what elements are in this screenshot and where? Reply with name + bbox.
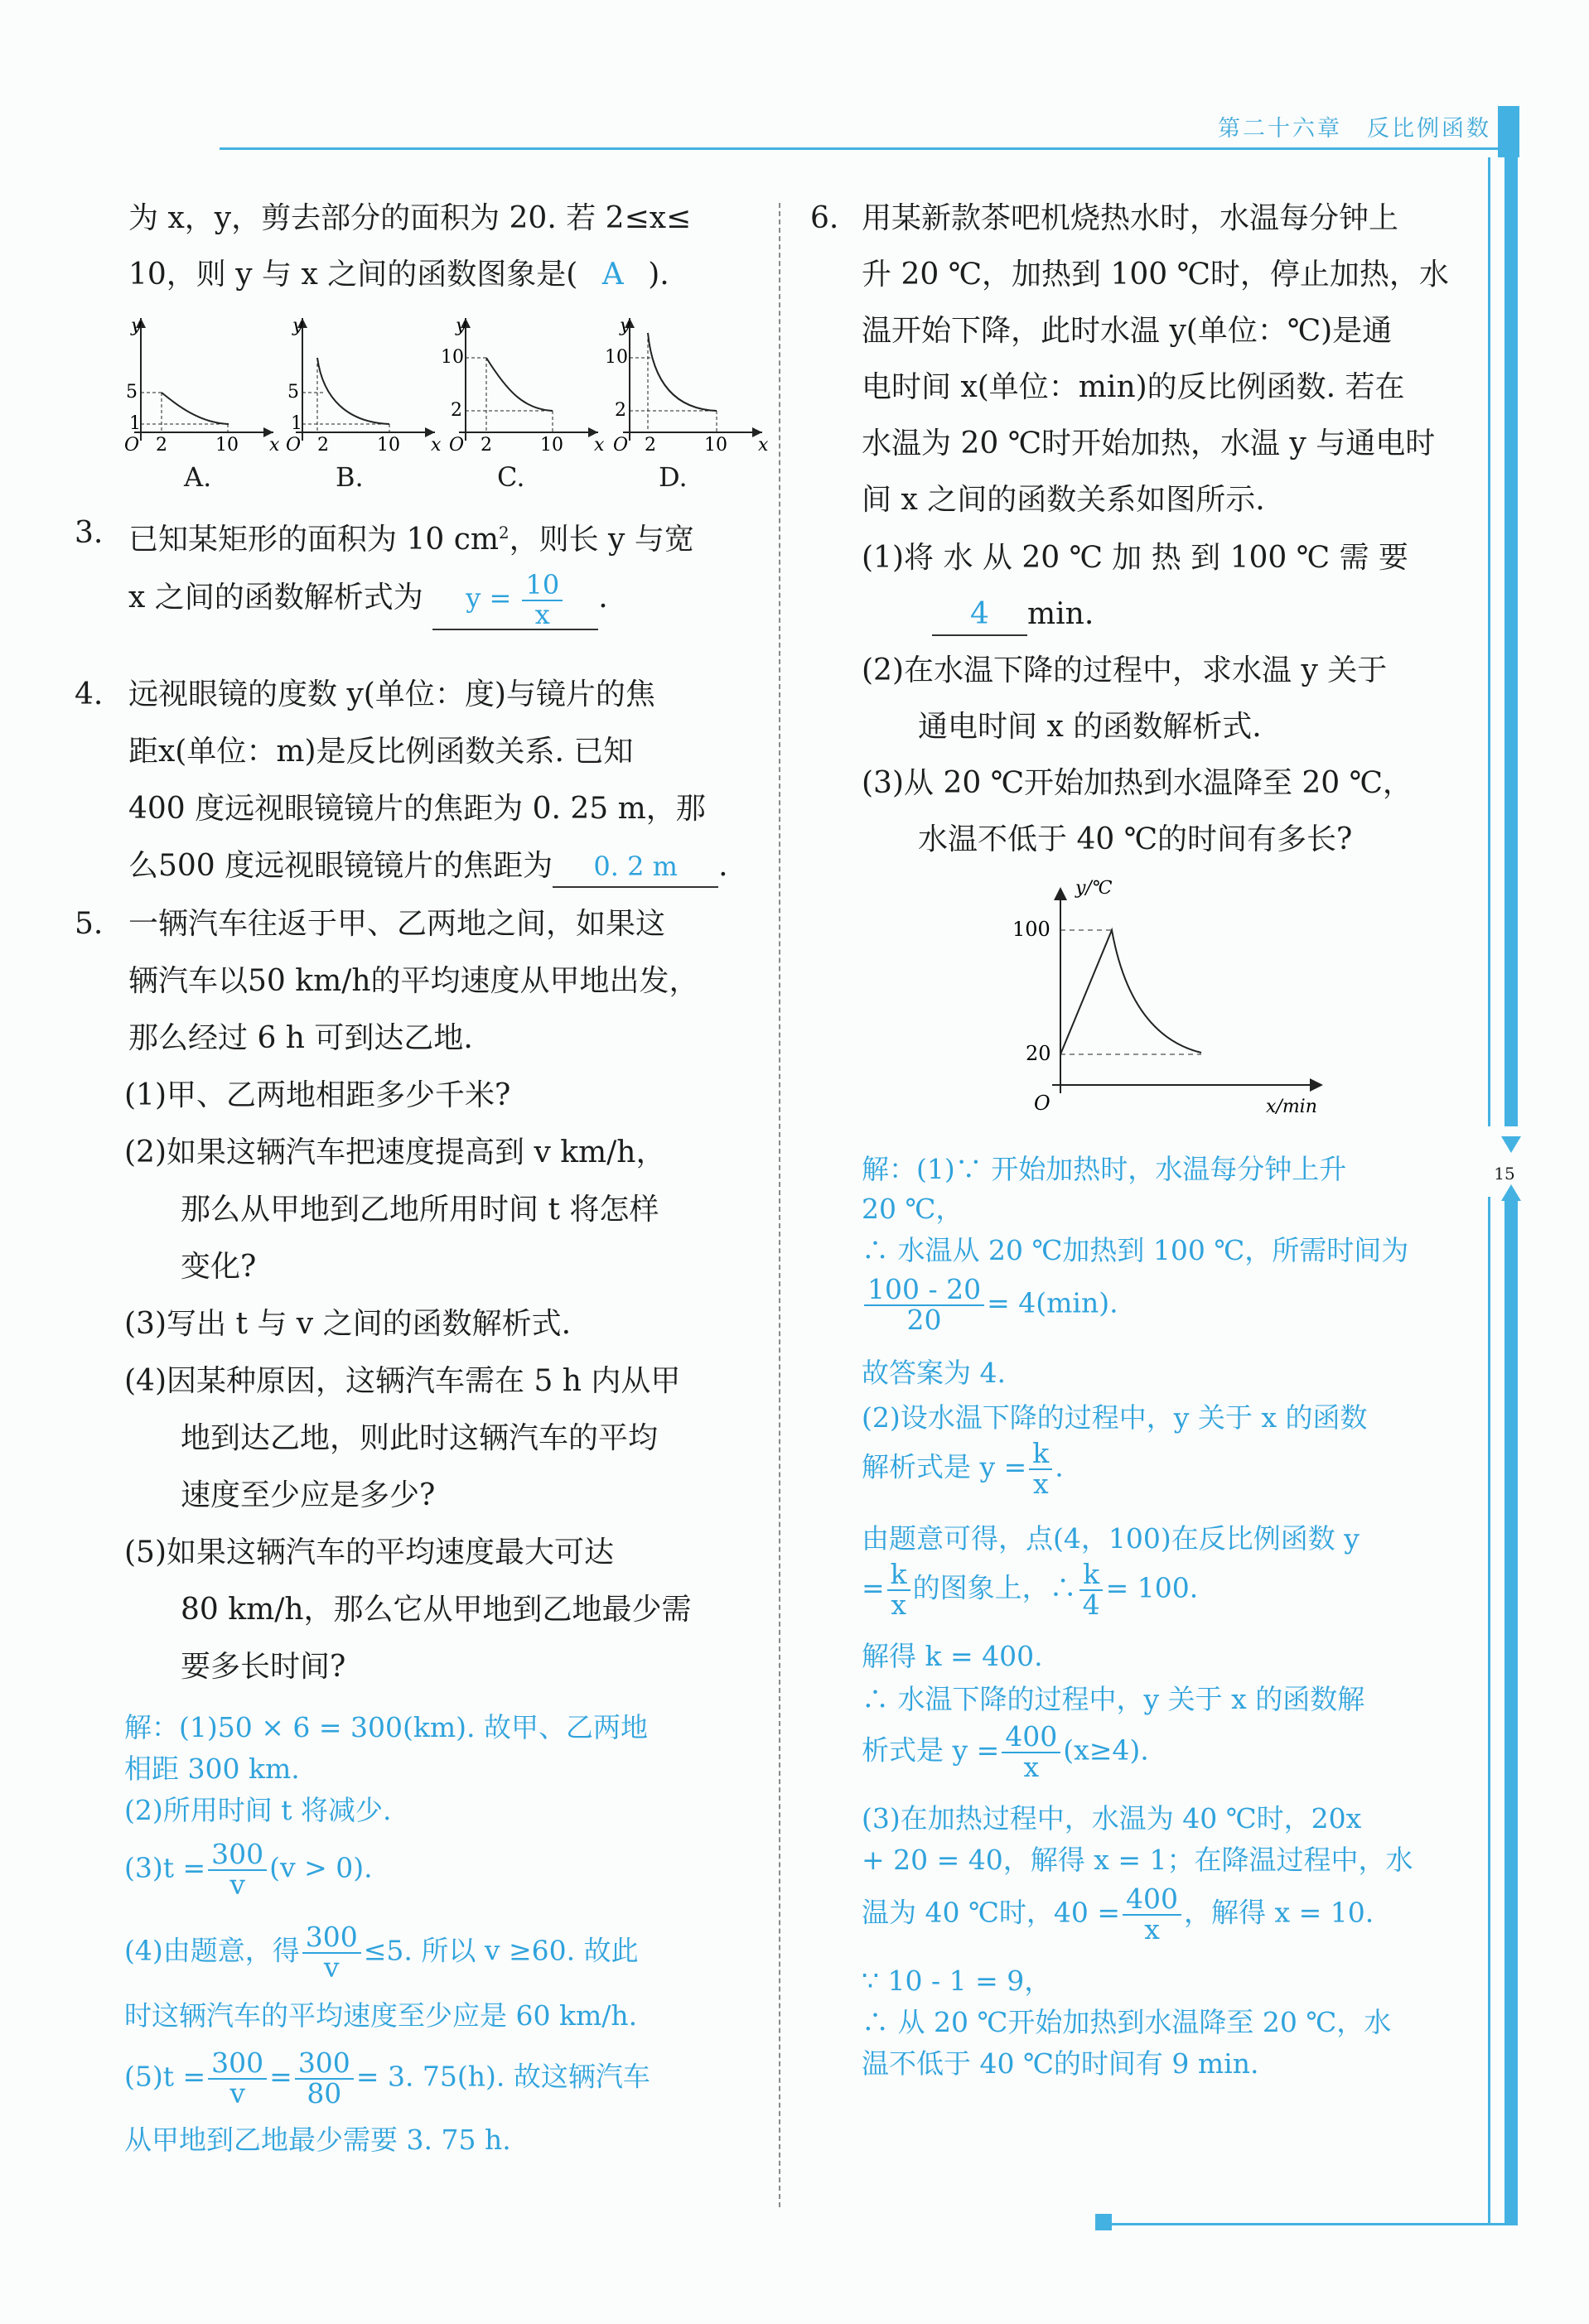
sol6-line12-fraction bbox=[1002, 1720, 1060, 1783]
q5-part4-line1: (4)因某种原因，这辆汽车需在 5 h 内从甲 bbox=[124, 1364, 681, 1398]
q2-line2 bbox=[128, 255, 669, 295]
sol6-line7-num: k bbox=[1029, 1439, 1052, 1470]
q3-line1-end: ，则长 y 与宽 bbox=[509, 523, 694, 557]
q6-part1-unit: min. bbox=[1027, 597, 1094, 631]
sol5-line4-den: v bbox=[229, 1868, 245, 1901]
q3-number: 3. bbox=[75, 516, 104, 550]
sol6-line9-mid: 的图象上，∴ bbox=[912, 1571, 1077, 1604]
sol5-line5-pre: (4)由题意，得 bbox=[124, 1934, 300, 1967]
sol6-line13: (3)在加热过程中，水温为 40 ℃时，20x bbox=[862, 1802, 1362, 1835]
q6-line5: 水温为 20 ℃时开始加热，水温 y 与通电时 bbox=[862, 427, 1436, 460]
q4-line3: 400 度远视眼镜镜片的焦距为 0. 25 m，那 bbox=[128, 792, 706, 826]
q3-line1 bbox=[128, 513, 694, 560]
q6-graph bbox=[1002, 874, 1334, 1122]
sol6-line15-den: x bbox=[1144, 1912, 1160, 1946]
sol6-line9-post: = 100. bbox=[1105, 1571, 1199, 1604]
q5-line3: 那么经过 6 h 可到达乙地. bbox=[128, 1021, 473, 1055]
q5-part3: (3)写出 t 与 v 之间的函数解析式. bbox=[124, 1307, 572, 1341]
q3-superscript: 2 bbox=[499, 523, 510, 542]
q3-line2-text: x 之间的函数解析式为 bbox=[128, 581, 423, 615]
q6-part3-line2: 水温不低于 40 ℃的时间有多长? bbox=[918, 822, 1353, 856]
sol5-line4 bbox=[124, 1840, 373, 1899]
q4-line2: 距x(单位：m)是反比例函数关系. 已知 bbox=[128, 735, 634, 769]
sol6-line6: (2)设水温下降的过程中，y 关于 x 的函数 bbox=[862, 1401, 1368, 1434]
sol5-line3: (2)所用时间 t 将减少. bbox=[124, 1794, 392, 1826]
sol6-line15 bbox=[862, 1885, 1374, 1944]
side-arrow-down bbox=[1501, 1136, 1521, 1153]
sol5-line7-den1: v bbox=[229, 2076, 245, 2109]
q4-end: . bbox=[718, 849, 728, 883]
graph-c-ytick: 10 bbox=[441, 347, 464, 368]
graph-d-ytick: 2 bbox=[615, 400, 626, 421]
q6-graph-ytick-100: 100 bbox=[1012, 918, 1050, 941]
column-divider bbox=[779, 203, 780, 2207]
sol5-line7 bbox=[124, 2049, 650, 2108]
side-rule-top bbox=[1488, 157, 1490, 1126]
sol6-line15-num: 400 bbox=[1123, 1885, 1181, 1916]
sol5-line7-fraction2 bbox=[295, 2049, 354, 2108]
sol6-line12-den: x bbox=[1023, 1750, 1040, 1783]
q3-line2 bbox=[128, 571, 608, 630]
side-rule-bottom bbox=[1488, 1197, 1490, 2224]
sol6-line7-pre: 解析式是 y = bbox=[862, 1450, 1027, 1483]
sol5-line5-fraction bbox=[302, 1923, 361, 1982]
page-number: 15 bbox=[1494, 1164, 1515, 1184]
q2-line2-text: 10，则 y 与 x 之间的函数图象是( bbox=[128, 258, 578, 292]
graph-d-ytick: 10 bbox=[605, 347, 628, 368]
q3-answer-lhs: y = bbox=[466, 582, 512, 615]
q6-part1-line2 bbox=[932, 595, 1094, 636]
sol6-line9-num1: k bbox=[887, 1560, 910, 1591]
option-a-label: A. bbox=[184, 461, 212, 493]
sol6-line7-den: x bbox=[1032, 1467, 1049, 1500]
sol5-line5-post: ≤5. 所以 v ≥60. 故此 bbox=[363, 1934, 639, 1967]
sol6-line3: ∴ 水温从 20 ℃加热到 100 ℃，所需时间为 bbox=[862, 1234, 1409, 1266]
graph-d-origin: O bbox=[613, 435, 629, 456]
q3-answer-fraction bbox=[522, 571, 563, 629]
q4-line1: 远视眼镜的度数 y(单位：度)与镜片的焦 bbox=[128, 677, 655, 711]
sol6-line8: 由题意可得，点(4，100)在反比例函数 y bbox=[862, 1522, 1360, 1555]
sol5-line7-post: = 3. 75(h). 故这辆汽车 bbox=[355, 2060, 650, 2093]
side-bar-top bbox=[1504, 157, 1518, 1126]
sol6-line9-fraction2 bbox=[1079, 1560, 1104, 1619]
q4-number: 4. bbox=[75, 677, 104, 711]
sol6-line12-pre: 析式是 y = bbox=[862, 1733, 1000, 1767]
option-b-label: B. bbox=[336, 461, 364, 493]
sol6-line7-fraction bbox=[1029, 1439, 1052, 1498]
q2-answer: A bbox=[601, 258, 624, 292]
sol6-line4-post: = 4(min). bbox=[987, 1286, 1118, 1319]
sol6-line14: + 20 = 40，解得 x = 1；在降温过程中，水 bbox=[862, 1844, 1413, 1876]
q3-answer bbox=[432, 571, 598, 630]
graph-b-xtick: 2 bbox=[317, 435, 329, 456]
sol6-line4-fraction bbox=[864, 1275, 984, 1334]
sol5-line1: 解：(1)50 × 6 = 300(km). 故甲、乙两地 bbox=[124, 1711, 648, 1743]
q5-line1: 一辆汽车往返于甲、乙两地之间，如果这 bbox=[128, 907, 666, 941]
sol6-line11: ∴ 水温下降的过程中，y 关于 x 的函数解 bbox=[862, 1683, 1365, 1715]
graph-c-xlabel: x bbox=[594, 435, 605, 456]
graph-a-xtick: 10 bbox=[215, 435, 239, 456]
q6-part2-line1: (2)在水温下降的过程中，求水温 y 关于 bbox=[862, 653, 1388, 687]
sol6-line10: 解得 k = 400. bbox=[862, 1640, 1043, 1672]
q6-line3: 温开始下降，此时水温 y(单位：℃)是通 bbox=[862, 314, 1393, 348]
q5-number: 5. bbox=[75, 907, 104, 941]
sol5-line4-num: 300 bbox=[208, 1840, 267, 1871]
graph-a bbox=[124, 316, 280, 456]
sol6-line9-num2: k bbox=[1079, 1560, 1103, 1591]
header-rule bbox=[220, 147, 1500, 150]
sol6-line2: 20 ℃， bbox=[862, 1193, 964, 1225]
q6-part1-line1: (1)将 水 从 20 ℃ 加 热 到 100 ℃ 需 要 bbox=[862, 541, 1408, 575]
graph-b bbox=[286, 316, 442, 456]
graph-b-xlabel: x bbox=[431, 435, 442, 456]
q5-part5-line2: 80 km/h，那么它从甲地到乙地最少需 bbox=[181, 1593, 692, 1627]
option-d-label: D. bbox=[659, 461, 688, 493]
q6-graph-ylabel: y/℃ bbox=[1075, 878, 1113, 899]
sol6-line12 bbox=[862, 1720, 1149, 1783]
q4-answer: 0. 2 m bbox=[553, 846, 718, 888]
q5-part4-line2: 地到达乙地，则此时这辆汽车的平均 bbox=[181, 1421, 659, 1455]
graph-d-xtick: 2 bbox=[645, 435, 656, 456]
q5-part5-line3: 要多长时间? bbox=[181, 1650, 346, 1684]
sol6-line9-fraction1 bbox=[887, 1560, 910, 1619]
graph-a-xlabel: x bbox=[269, 435, 280, 456]
sol5-line7-num1: 300 bbox=[208, 2049, 267, 2080]
q4-line4-text: 么500 度远视眼镜镜片的焦距为 bbox=[128, 849, 553, 883]
q5-line2: 辆汽车以50 km/h的平均速度从甲地出发， bbox=[128, 964, 699, 998]
sol5-line7-den2: 80 bbox=[307, 2076, 342, 2109]
sol5-line7-eq: = bbox=[269, 2060, 292, 2093]
sol6-line7-post: . bbox=[1055, 1450, 1064, 1483]
q6-line4: 电时间 x(单位：min)的反比例函数. 若在 bbox=[862, 370, 1405, 404]
graph-d-xlabel: x bbox=[758, 435, 769, 456]
sol5-line6: 时这辆汽车的平均速度至少应是 60 km/h. bbox=[124, 1999, 638, 2032]
sol6-line9-den2: 4 bbox=[1082, 1588, 1100, 1621]
graph-c-origin: O bbox=[449, 435, 465, 456]
graph-a-ytick: 1 bbox=[129, 413, 141, 434]
q6-part1-answer: 4 bbox=[932, 595, 1027, 636]
sol5-line4-pre: (3)t = bbox=[124, 1851, 206, 1884]
sol6-line15-pre: 温为 40 ℃时，40 = bbox=[862, 1896, 1121, 1929]
sol6-line5: 故答案为 4. bbox=[862, 1357, 1006, 1389]
sol5-line7-fraction1 bbox=[208, 2049, 267, 2108]
sol6-line7 bbox=[862, 1439, 1064, 1498]
chapter-title: 第二十六章 反比例函数 bbox=[1218, 116, 1491, 142]
sol5-line7-pre: (5)t = bbox=[124, 2060, 206, 2093]
sol6-line4 bbox=[862, 1275, 1118, 1334]
graph-b-xtick: 10 bbox=[377, 435, 400, 456]
graph-b-ytick: 1 bbox=[291, 413, 302, 434]
q5-part1: (1)甲、乙两地相距多少千米? bbox=[124, 1078, 511, 1112]
sol5-line4-fraction bbox=[208, 1840, 267, 1899]
graph-c-xtick: 2 bbox=[481, 435, 492, 456]
q5-part2-line1: (2)如果这辆汽车把速度提高到 v km/h， bbox=[124, 1135, 666, 1169]
sol5-line7-num2: 300 bbox=[295, 2049, 354, 2080]
graph-b-origin: O bbox=[286, 435, 302, 456]
graph-d-ylabel: y bbox=[620, 316, 630, 336]
sol5-line5 bbox=[124, 1923, 639, 1982]
sol6-line15-fraction bbox=[1123, 1885, 1181, 1944]
q4-line4 bbox=[128, 846, 728, 888]
footer-square bbox=[1095, 2214, 1112, 2230]
graph-c-ylabel: y bbox=[456, 316, 466, 336]
sol5-line5-den: v bbox=[323, 1950, 340, 1984]
q6-graph-origin: O bbox=[1034, 1092, 1050, 1115]
q6-graph-xlabel: x/min bbox=[1266, 1097, 1317, 1117]
footer-rule bbox=[1110, 2223, 1518, 2225]
sol6-line4-num: 100 - 20 bbox=[864, 1275, 984, 1306]
graph-b-ytick: 5 bbox=[287, 382, 299, 403]
q6-part2-line2: 通电时间 x 的函数解析式. bbox=[918, 710, 1262, 744]
sol6-line9 bbox=[862, 1560, 1198, 1619]
q5-part5-line1: (5)如果这辆汽车的平均速度最大可达 bbox=[124, 1536, 614, 1569]
sol6-line9-pre: = bbox=[862, 1571, 885, 1604]
q2-line1: 为 x，y，剪去部分的面积为 20. 若 2≤x≤ bbox=[128, 201, 692, 235]
graph-c-xtick: 10 bbox=[540, 435, 563, 456]
sol6-line17: ∴ 从 20 ℃开始加热到水温降至 20 ℃，水 bbox=[862, 2006, 1392, 2038]
q3-answer-num: 10 bbox=[522, 571, 563, 601]
q2-line2-end: ). bbox=[648, 258, 669, 292]
q3-line1-text: 已知某矩形的面积为 10 cm bbox=[128, 523, 499, 557]
graph-a-ytick: 5 bbox=[126, 382, 138, 403]
graph-d bbox=[605, 316, 769, 456]
q6-line2: 升 20 ℃，加热到 100 ℃时，停止加热，水 bbox=[862, 258, 1449, 292]
graph-c-ytick: 2 bbox=[451, 400, 462, 421]
q2-graph-options bbox=[116, 308, 769, 457]
sol5-line5-num: 300 bbox=[302, 1923, 361, 1954]
sol6-line18: 温不低于 40 ℃的时间有 9 min. bbox=[862, 2047, 1259, 2080]
sol5-line4-post: (v > 0). bbox=[269, 1851, 373, 1884]
graph-b-ylabel: y bbox=[292, 316, 303, 336]
q5-part4-line3: 速度至少应是多少? bbox=[181, 1478, 436, 1512]
q5-part2-line2: 那么从甲地到乙地所用时间 t 将怎样 bbox=[181, 1193, 659, 1227]
q6-graph-ytick-20: 20 bbox=[1026, 1042, 1051, 1065]
sol6-line9-den1: x bbox=[891, 1588, 906, 1621]
sol6-line16: ∵ 10 - 1 = 9， bbox=[862, 1965, 1052, 1997]
sol6-line15-post: ，解得 x = 10. bbox=[1184, 1896, 1374, 1929]
option-c-label: C. bbox=[497, 461, 525, 493]
sol5-line2: 相距 300 km. bbox=[124, 1753, 300, 1785]
side-bar-bottom bbox=[1504, 1197, 1518, 2224]
graph-d-xtick: 10 bbox=[704, 435, 727, 456]
graph-a-origin: O bbox=[124, 435, 140, 456]
q5-part2-line3: 变化? bbox=[181, 1250, 257, 1284]
q6-line1: 用某新款茶吧机烧热水时，水温每分钟上 bbox=[862, 201, 1399, 235]
sol6-line4-den: 20 bbox=[906, 1303, 942, 1336]
sol5-line8: 从甲地到乙地最少需要 3. 75 h. bbox=[124, 2124, 511, 2156]
sol6-line1: 解：(1)∵ 开始加热时，水温每分钟上升 bbox=[862, 1153, 1347, 1185]
sol6-line12-num: 400 bbox=[1002, 1723, 1060, 1753]
sol6-line12-post: (x≥4). bbox=[1063, 1733, 1149, 1767]
graph-a-xtick: 2 bbox=[156, 435, 167, 456]
q3-answer-den: x bbox=[534, 598, 550, 630]
q6-line6: 间 x 之间的函数关系如图所示. bbox=[862, 483, 1265, 517]
graph-c bbox=[441, 316, 605, 456]
header-tab bbox=[1498, 106, 1519, 157]
q3-end: . bbox=[598, 581, 608, 615]
q6-part3-line1: (3)从 20 ℃开始加热到水温降至 20 ℃， bbox=[862, 766, 1413, 800]
graph-a-ylabel: y bbox=[131, 316, 142, 336]
q6-number: 6. bbox=[810, 201, 839, 235]
